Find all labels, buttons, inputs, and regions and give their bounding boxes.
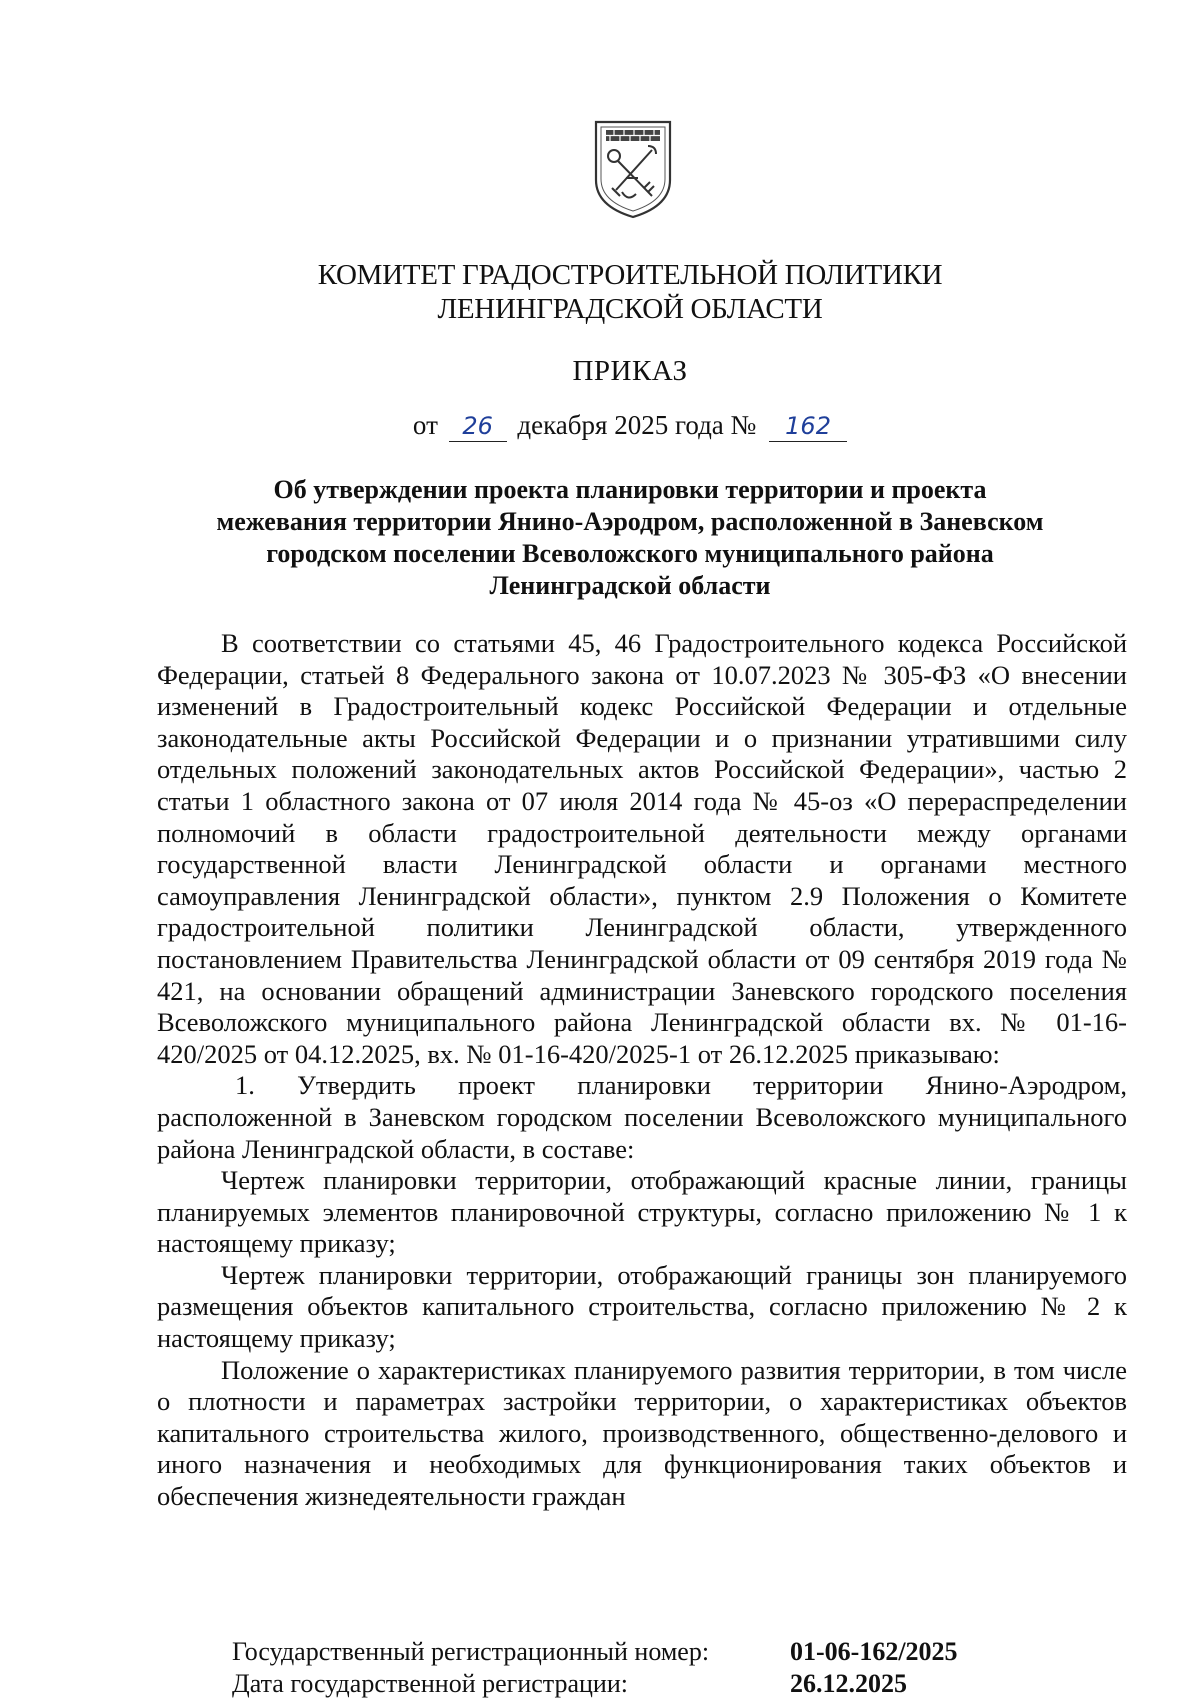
order-title-line4: Ленинградской области [489,571,771,600]
committee-name [0,258,1200,326]
date-prefix: от [412,410,438,440]
order-body [157,628,1127,1513]
handwritten-day: 26 [449,411,507,442]
item-1-paragraph: 1. Утвердить проект планировки территории Янино-Аэродром, расположенной в Заневском городском поселении Всеволожского муниципального района Ленинградской области, в составе: [157,1070,1127,1164]
leningrad-oblast-coat-of-arms-icon [592,118,674,220]
registration-stamp [232,1636,958,1700]
subitem-paragraph-2: Чертеж планировки территории, отображающий границы зон планируемого размещения объектов капитального строительства, согласно приложению № 2 к настоящему приказу; [157,1259,1127,1354]
registration-date-label: Дата государственной регистрации: [232,1669,628,1698]
committee-name-line2: ЛЕНИНГРАДСКОЙ ОБЛАСТИ [437,293,823,325]
order-date-line [0,408,1200,442]
order-title [0,474,1200,602]
registration-date-row [232,1668,958,1700]
order-title-line1: Об утверждении проекта планировки территории и проекта [273,475,987,504]
subitem-paragraph-3: Положение о характеристиках планируемого развития территории, в том числе о плотности и параметрах застройки территории, о характеристиках объектов капитального строительства жилого, производственного, общественно-делового и иного назначения и необходимых для функционирования таких объектов и обеспечения жизнедеятельности граждан [157,1354,1127,1512]
registration-number-label: Государственный регистрационный номер: [232,1637,710,1666]
order-title-line3: городском поселении Всеволожского муниципального района [266,539,994,568]
order-title-line2: межевания территории Янино-Аэродром, расположенной в Заневском [216,507,1044,536]
subitem-paragraph-1: Чертеж планировки территории, отображающий красные линии, границы планируемых элементов планировочной структуры, согласно приложению № 1 к настоящему приказу; [157,1165,1127,1259]
preamble-paragraph: В соответствии со статьями 45, 46 Градостроительного кодекса Российской Федерации, статьей 8 Федерального закона от 10.07.2023 № 305-ФЗ «О внесении изменений в Градостроительный кодекс Российской Федерации и отдельные законодательные акты Российской Федерации и о признании утратившими силу отдельных положений законодательных актов Российской Федерации», частью 2 статьи 1 областного закона от 07 июля 2014 года № 45-оз «О перераспределении полномочий в области градостроительной деятельности между органами государственной власти Ленинградской области и органами местного самоуправления Ленинградской области», пунктом 2.9 Положения о Комитете градостроительной политики Ленинградской области, утвержденного постановлением Правительства Ленинградской области от 09 сентября 2019 года № 421, на основании обращений администрации Заневского городского поселения Всеволожского муниципального района Ленинградской области вх. № 01-16-420/2025 от 04.12.2025, вх. № 01-16-420/2025-1 от 26.12.2025 приказываю: [157,628,1127,1069]
handwritten-order-number: 162 [769,411,847,442]
registration-number-row [232,1636,958,1668]
document-type: ПРИКАЗ [572,355,688,387]
registration-date-value: 26.12.2025 [790,1669,907,1698]
committee-name-line1: КОМИТЕТ ГРАДОСТРОИТЕЛЬНОЙ ПОЛИТИКИ [317,259,943,291]
date-rest: декабря 2025 года № [517,410,757,440]
registration-number-value: 01-06-162/2025 [790,1637,958,1666]
